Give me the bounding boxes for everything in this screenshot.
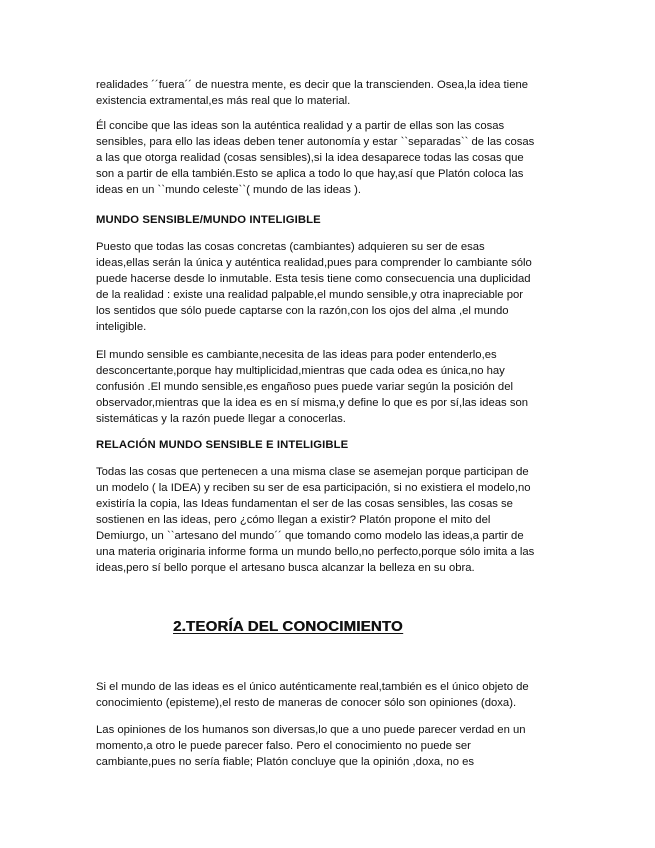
- text-line: confusión .El mundo sensible,es engañoso pues puede variar según la posición del: [96, 381, 514, 393]
- text-line: ideas en un ``mundo celeste``( mundo de las ideas ).: [96, 184, 361, 196]
- paragraph-ideas-reality: [96, 118, 566, 198]
- text-line: sostienen en las ideas, pero ¿cómo llegan a existir? Platón propone el mito del: [96, 514, 491, 526]
- text-line: observador,mientras que la idea es en sí misma,y define lo que es por sí,las ideas son: [96, 397, 529, 409]
- text-line: inteligible.: [96, 321, 147, 333]
- text-line: Si el mundo de las ideas es el único auténticamente real,también es el único objeto de: [96, 681, 529, 693]
- text-line: conocimiento (episteme),el resto de maneras de conocer sólo son opiniones (doxa).: [96, 697, 517, 709]
- text-line: Demiurgo, un ``artesano del mundo´´ que tomando como modelo las ideas,a partir de: [96, 530, 524, 542]
- text-line: Todas las cosas que pertenecen a una misma clase se asemejan porque participan de: [96, 466, 529, 478]
- text-line: Él concibe que las ideas son la auténtica realidad y a partir de ellas son las cosas: [96, 120, 505, 132]
- paragraph-participacion-demiurgo: [96, 464, 566, 576]
- text-line: una materia originaria informe forma un mundo bello,no perfecto,porque sólo imita a las: [96, 546, 535, 558]
- text-line: a las que otorga realidad (cosas sensibles),si la idea desaparece todas las cosas que: [96, 152, 524, 164]
- text-line: ideas,pero sí bello porque el artesano busca alcanzar la belleza en su obra.: [96, 562, 475, 574]
- heading-relacion-mundo: RELACIÓN MUNDO SENSIBLE E INTELIGIBLE: [96, 439, 349, 451]
- text-line: realidades ´´fuera´´ de nuestra mente, es decir que la transcienden. Osea,la idea tiene: [96, 79, 529, 91]
- text-line: puede hacerse desde lo inmutable. Esta tesis tiene como consecuencia una duplicidad: [96, 273, 531, 285]
- text-line: los sentidos que sólo puede captarse con la razón,con los ojos del alma ,el mundo: [96, 305, 509, 317]
- text-line: existencia extramental,es más real que lo material.: [96, 95, 351, 107]
- text-line: existiría la copia, las Ideas fundamentan el ser de las cosas sensibles, las cosas se: [96, 498, 513, 510]
- text-line: El mundo sensible es cambiante,necesita de las ideas para poder entenderlo,es: [96, 349, 497, 361]
- text-line: Puesto que todas las cosas concretas (cambiantes) adquieren su ser de esas: [96, 241, 485, 253]
- text-line: son a partir de ella también.Esto se aplica a todo lo que hay,así que Platón coloca las: [96, 168, 524, 180]
- section-title-teoria-conocimiento: 2.TEORÍA DEL CONOCIMIENTO: [173, 618, 403, 635]
- heading-mundo-sensible-inteligible: MUNDO SENSIBLE/MUNDO INTELIGIBLE: [96, 214, 321, 226]
- paragraph-duplicidad-realidad: [96, 239, 566, 335]
- text-line: desconcertante,porque hay multiplicidad,mientras que cada odea es única,no hay: [96, 365, 505, 377]
- text-line: momento,a otro le puede parecer falso. Pero el conocimiento no puede ser: [96, 740, 471, 752]
- text-line: un modelo ( la IDEA) y reciben su ser de esa participación, si no existiera el modelo,no: [96, 482, 531, 494]
- text-line: sensibles, para ello las ideas deben tener autonomía y estar ``separadas`` de las cosas: [96, 136, 535, 148]
- text-line: cambiante,pues no sería fiable; Platón concluye que la opinión ,doxa, no es: [96, 756, 475, 768]
- paragraph-episteme-doxa: [96, 679, 566, 711]
- paragraph-opiniones: [96, 722, 566, 770]
- text-line: sistemáticas y la razón puede llegar a conocerlas.: [96, 413, 346, 425]
- text-line: ideas,ellas serán la única y auténtica realidad,pues para comprender lo cambiante sólo: [96, 257, 532, 269]
- paragraph-mundo-sensible: [96, 347, 566, 427]
- text-line: de la realidad : existe una realidad palpable,el mundo sensible,y otra inapreciable por: [96, 289, 524, 301]
- paragraph-ideas-extramental: [96, 77, 566, 109]
- text-line: Las opiniones de los humanos son diversas,lo que a uno puede parecer verdad en un: [96, 724, 526, 736]
